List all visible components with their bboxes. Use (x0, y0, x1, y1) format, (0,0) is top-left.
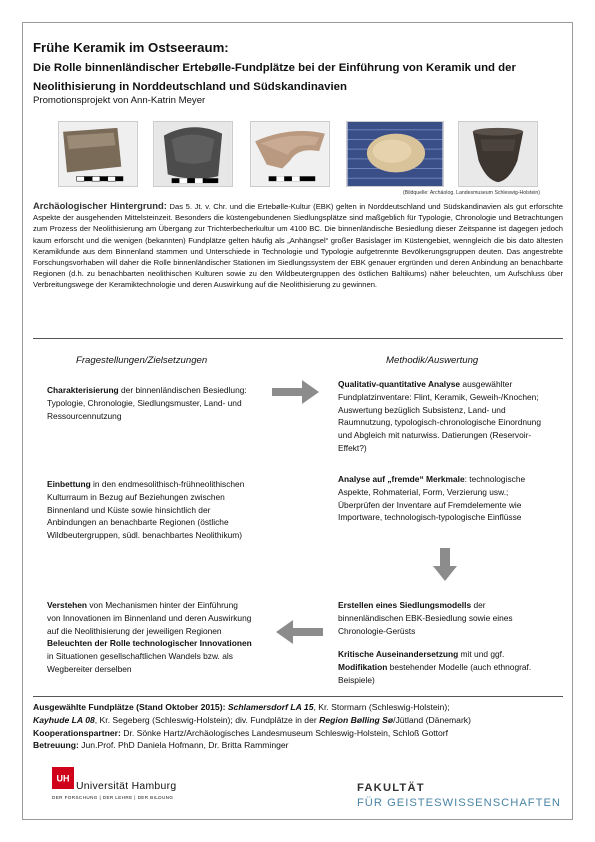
arrow-right-icon (272, 379, 320, 405)
goal-embedding (47, 478, 252, 542)
arrow-down-icon (432, 548, 458, 582)
cooperation-label: Kooperationspartner: (33, 727, 121, 738)
method-foreign-traits (338, 473, 552, 524)
goal-innovation-text: in Situationen gesellschaftlichen Wandels bzw. als Wegbereiter derselben (47, 651, 233, 674)
goal-characterisation (47, 384, 252, 422)
cooperation-text: Dr. Sönke Hartz/Archäologisches Landesmuseum Schleswig-Holstein, Schloß Gottorf (120, 727, 449, 738)
method-foreign-traits-text: : technologische Aspekte, Rohmaterial, Form, Verzierung usw.; Überprüfen der Inventare auf Fremdelemente wie Importware, technologisch-typologische Einflüsse (338, 474, 526, 523)
method-modification-bold: Modifikation (338, 661, 388, 672)
site-bolling-loc: /Jütland (Dänemark) (393, 714, 471, 725)
uni-motto: DER FORSCHUNG | DER LEHRE | DER BILDUNG (52, 795, 174, 800)
background-paragraph (33, 200, 563, 291)
goal-understanding-bold: Verstehen (47, 600, 88, 610)
method-settlement-model (338, 599, 552, 637)
background-text: Das 5. Jt. v. Chr. und die Ertebølle-Kultur (EBK) gelten in Norddeutschland und Südskandinavien als gut erforschte Aspekte der ausgehenden Mittelsteinzeit. Besonders die küstengebundenen Siedlungsplätze sind maßgeblich für Typologie, Chronologie und Betrachtungen zum Prozess der Neolithisierung am Übergang zur Trichterbecherkultur um 4100 BC. Die binnenländische Besiedlung dieser Zeitspanne ist dagegen jedoch kaum erforscht und die wenigen (bekannten) Fundplätze gelten häufig als „Anhängsel“ großer Basislager im Küstengebiet, wenngleich die bis dato ältesten Keramikfunde aus dem Binnenland stammen und Unterschiede in Technologie und Typologie aufgetrennte Bevölkerungsgruppen deuten. Das angestrebte Forschungsvorhaben will daher die Rolle binnenländischer Stationen im Siedlungssystem der EBK genauer ergründen und deren Anbindung an benachbarte Regionen (d.h. zu benachbarten neolithischen Kulturen sowie zu den Wildbeutergruppen des östlichen Baltikums) näher beleuchten, um Aufschluss über Verbreitungswege der Keramiktechnologie und deren Auswirkung auf die Neolithisierung zu gewinnen. (33, 202, 563, 290)
goal-innovation-bold: Beleuchten der Rolle technologischer Innovationen (47, 638, 252, 649)
left-column-heading: Fragestellungen/Zielsetzungen (76, 355, 208, 366)
faculty-line2: FÜR GEISTESWISSENSCHAFTEN (356, 797, 561, 809)
method-analysis (338, 378, 552, 455)
background-lead: Archäologischer Hintergrund: (33, 200, 167, 211)
arrow-left-icon (276, 619, 324, 645)
sites-label: Ausgewählte Fundplätze (Stand Oktober 2015): (33, 702, 226, 712)
goal-embedding-bold: Einbettung (47, 479, 91, 489)
method-analysis-text: ausgewählter Fundplatzinventare: Flint, Keramik, Geweih-/Knochen; Auswertung bezüglich Subsistenz, Land- und Raumnutzung, typologisch-chronologische Einordnung und Abgleich mit naturwiss. Datierungen (Reservoir-Effekt?) (338, 379, 541, 453)
site-schlamersdorf-loc: , Kr. Stormarn (Schleswig-Holstein); (313, 702, 450, 712)
photo-rim-sherd (250, 121, 330, 187)
author-line: Promotionsprojekt von Ann-Katrin Meyer (33, 95, 206, 106)
uh-logo-mark: UH (56, 773, 70, 784)
method-critical-review-text: bestehender Modelle (auch ethnograf. Beispiele) (338, 661, 532, 685)
site-bolling: Region Bølling Sø (319, 714, 394, 725)
goal-characterisation-text: der binnenländischen Besiedlung: Typologie, Chronologie, Siedlungsmuster, Land- und Ressourcennutzung (47, 385, 247, 421)
poster-title-subtitle: Die Rolle binnenländischer Ertebølle-Fundplätze bei der Einführung von Keramik und der Neolithisierung in Norddeutschland und Südskandinavien (33, 62, 516, 93)
photo-antler-fragment (58, 121, 138, 187)
goal-embedding-text: in den endmesolithisch-frühneolithischen Kulturraum in Bezug auf Beziehungen zwischen Binnenland und Küste sowie hinsichtlich der Anbindungen an benachbarte Regionen (östliche Wildbeutergruppen, südl. benachbartes Neolithikum) (47, 479, 245, 541)
divider-top (33, 338, 563, 339)
method-critical-review (338, 648, 552, 686)
uh-logo-icon (52, 767, 74, 789)
photo-sherd-on-blue (346, 121, 444, 187)
selected-sites (33, 701, 568, 752)
supervision-text: Jun.Prof. PhD Daniela Hofmann, Dr. Britta Ramminger (78, 740, 289, 751)
goal-characterisation-bold: Charakterisierung (47, 385, 119, 395)
faculty-logo (357, 782, 561, 809)
right-column-heading: Methodik/Auswertung (386, 355, 479, 366)
method-analysis-bold: Qualitativ-quantitative Analyse (338, 379, 461, 389)
method-foreign-traits-bold: Analyse auf „fremde“ Merkmale (338, 474, 465, 484)
method-critical-review-bold: Kritische Auseinandersetzung (338, 649, 459, 659)
supervision-label: Betreuung: (33, 740, 79, 751)
photo-pottery-sherd (153, 121, 233, 187)
method-settlement-model-bold: Erstellen eines Siedlungsmodells (338, 600, 472, 610)
faculty-line1: FAKULTÄT (356, 782, 425, 794)
goal-understanding (47, 599, 252, 676)
uni-name: Universität Hamburg (76, 781, 177, 792)
method-critical-review-mid: mit und ggf. (458, 649, 505, 659)
method-settlement-model-text: der binnenländischen EBK-Besiedlung sowie eines Chronologie-Gerüsts (338, 600, 513, 636)
image-credit: (Bildquelle: Archäolog. Landesmuseum Schleswig-Holstein) (403, 190, 540, 196)
goal-understanding-text: von Mechanismen hinter der Einführung von Innovationen im Binnenland und deren Auswirkung auf die Neolithisierung der jeweiligen Regionen (47, 600, 252, 636)
site-kayhude: Kayhude LA 08 (33, 714, 95, 725)
photo-ceramic-vessel (458, 121, 538, 187)
site-schlamersdorf: Schlamersdorf LA 15 (227, 702, 314, 712)
poster-title: Frühe Keramik im Ostseeraum: (33, 40, 229, 55)
divider-bottom (33, 696, 563, 697)
site-kayhude-loc: , Kr. Segeberg (Schleswig-Holstein); div. Fundplätze in der (94, 714, 320, 725)
